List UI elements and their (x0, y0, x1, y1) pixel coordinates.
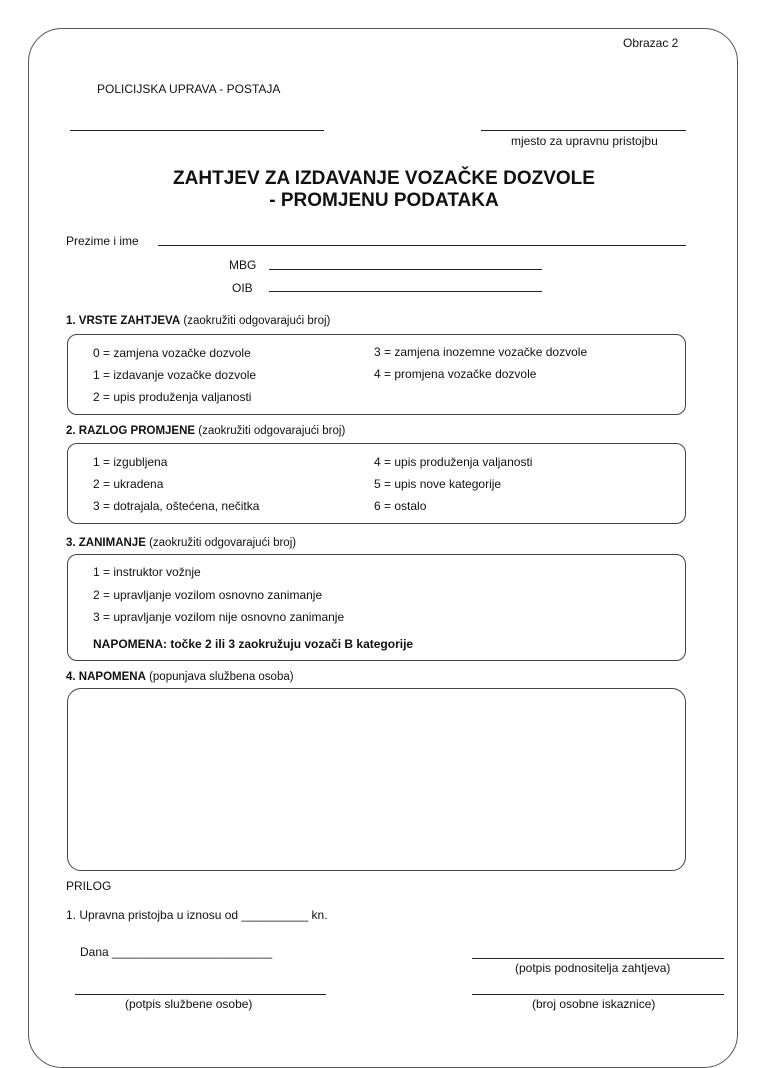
section1-heading: 1. VRSTE ZAHTJEVA (zaokružiti odgovarajući broj) (66, 315, 331, 327)
form-number: Obrazac 2 (623, 36, 679, 50)
fee-place-label: mjesto za upravnu pristojbu (511, 134, 658, 148)
official-signature-label: (potpis službene osobe) (125, 997, 253, 1011)
oib-field[interactable] (269, 291, 542, 292)
name-field[interactable] (158, 245, 686, 246)
option-item[interactable]: 2 = upis produženja valjanosti (93, 390, 252, 404)
option-item[interactable]: 1 = izgubljena (93, 455, 168, 469)
option-item[interactable]: 6 = ostalo (374, 499, 427, 513)
office-line[interactable] (70, 130, 324, 131)
oib-label: OIB (232, 281, 253, 295)
remarks-box[interactable] (67, 688, 686, 871)
section3-note: NAPOMENA: točke 2 ili 3 zaokružuju vozači B kategorije (93, 637, 414, 651)
page-subtitle: - PROMJENU PODATAKA (269, 190, 499, 211)
option-item[interactable]: 3 = upravljanje vozilom nije osnovno zanimanje (93, 610, 345, 624)
option-item[interactable]: 5 = upis nove kategorije (374, 477, 502, 491)
applicant-signature-line[interactable] (472, 958, 724, 959)
option-item[interactable]: 1 = instruktor vožnje (93, 565, 201, 579)
option-item[interactable]: 4 = promjena vozačke dozvole (374, 367, 537, 381)
option-item[interactable]: 0 = zamjena vozačke dozvole (93, 346, 251, 360)
option-item[interactable]: 2 = ukradena (93, 477, 164, 491)
fee-place-line (481, 130, 686, 131)
option-item[interactable]: 2 = upravljanje vozilom osnovno zanimanje (93, 588, 323, 602)
date-field[interactable]: Dana ________________________ (80, 945, 273, 959)
section4-heading: 4. NAPOMENA (popunjava službena osoba) (66, 671, 294, 683)
page-title: ZAHTJEV ZA IZDAVANJE VOZAČKE DOZVOLE (173, 168, 595, 189)
mbg-label: MBG (229, 258, 257, 272)
name-label: Prezime i ime (66, 234, 139, 248)
id-card-label: (broj osobne iskaznice) (532, 997, 656, 1011)
office-label: POLICIJSKA UPRAVA - POSTAJA (97, 82, 281, 96)
mbg-field[interactable] (269, 269, 542, 270)
option-item[interactable]: 3 = dotrajala, oštećena, nečitka (93, 499, 260, 513)
applicant-signature-label: (potpis podnositelja zahtjeva) (515, 961, 671, 975)
prilog-label: PRILOG (66, 879, 112, 893)
id-card-line[interactable] (472, 994, 724, 995)
section2-heading: 2. RAZLOG PROMJENE (zaokružiti odgovarajući broj) (66, 425, 346, 437)
fee-amount-line[interactable]: 1. Upravna pristojba u iznosu od __________ kn. (66, 908, 328, 922)
option-item[interactable]: 1 = izdavanje vozačke dozvole (93, 368, 257, 382)
option-item[interactable]: 3 = zamjena inozemne vozačke dozvole (374, 345, 588, 359)
official-signature-line[interactable] (75, 994, 326, 995)
section3-heading: 3. ZANIMANJE (zaokružiti odgovarajući broj) (66, 537, 297, 549)
option-item[interactable]: 4 = upis produženja valjanosti (374, 455, 533, 469)
